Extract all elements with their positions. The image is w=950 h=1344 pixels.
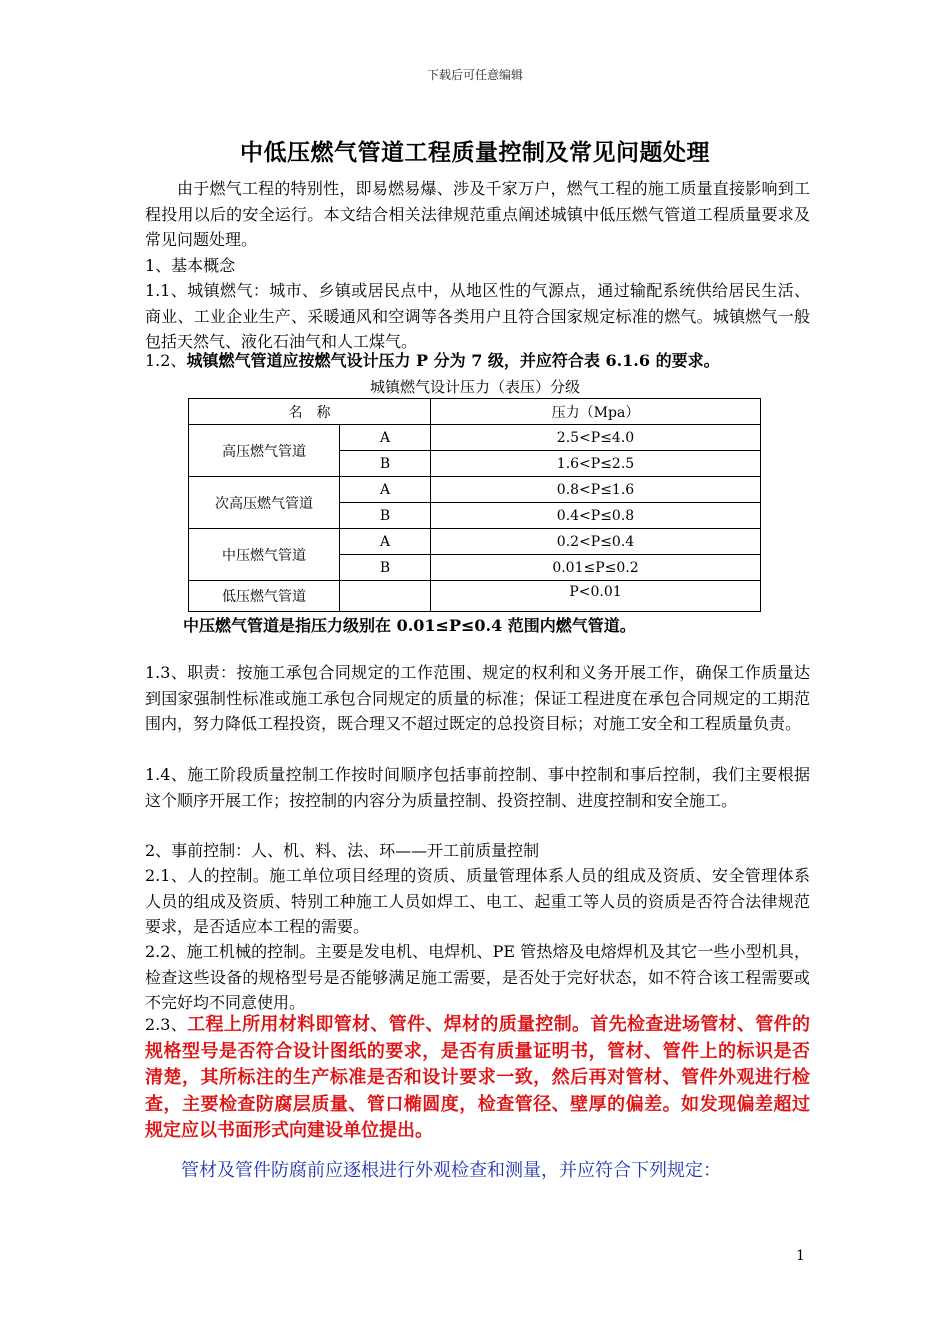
pipe-inspection-paragraph: 管材及管件防腐前应逐根进行外观检查和测量，并应符合下列规定：	[181, 1160, 721, 1181]
pipe-name-cell: 次高压燃气管道	[189, 477, 340, 529]
section-2-heading: 2、事前控制：人、机、料、法、环——开工前质量控制	[145, 841, 540, 860]
grade-cell: A	[340, 529, 431, 555]
section-2-2: 2.2、施工机械的控制。主要是发电机、电焊机、PE 管热熔及电熔焊机及其它一些小型机具，检查这些设备的规格型号是否能够满足施工需要，是否处于完好状态，如不符合该工程需要或不完好均不同意使用。	[145, 942, 810, 1012]
pressure-range-cell: 0.8<P≤1.6	[431, 477, 761, 503]
pressure-range-cell: P<0.01	[431, 581, 761, 612]
page-title: 中低压燃气管道工程质量控制及常见问题处理	[240, 139, 710, 166]
table-row	[189, 581, 761, 612]
header-pressure-cell: 压力（Mpa）	[431, 399, 761, 425]
grade-cell: B	[340, 503, 431, 529]
table-row	[189, 477, 761, 503]
section-1-3: 1.3、职责：按施工承包合同规定的工作范围、规定的权利和义务开展工作，确保工作质量达到国家强制性标准或施工承包合同规定的质量的标准；保证工程进度在承包合同规定的工期范围内，努力降低工程投资，既合理又不超过既定的总投资目标；对施工安全和工程质量负责。	[145, 663, 810, 733]
pressure-range-cell: 0.4<P≤0.8	[431, 503, 761, 529]
pressure-range-cell: 0.01≤P≤0.2	[431, 555, 761, 581]
table-row	[189, 425, 761, 451]
section-2-3-text: 工程上所用材料即管材、管件、焊材的质量控制。首先检查进场管材、管件的规格型号是否符合设计图纸的要求，是否有质量证明书，管材、管件上的标识是否清楚，其所标注的生产标准是否和设计要求一致，然后再对管材、管件外观进行检查，主要检查防腐层质量、管口椭圆度，检查管径、壁厚的偏差。如发现偏差超过规定应以书面形式向建设单位提出。	[145, 1014, 810, 1141]
section-1-1: 1.1、城镇燃气：城市、乡镇或居民点中，从地区性的气源点，通过输配系统供给居民生活、商业、工业企业生产、采暖通风和空调等各类用户且符合国家规定标准的燃气。城镇燃气一般包括天然气、液化石油气和人工煤气。	[145, 281, 810, 351]
pipe-name-cell: 中压燃气管道	[189, 529, 340, 581]
table-caption: 城镇燃气设计压力（表压）分级	[369, 378, 580, 396]
pressure-grade-table	[188, 398, 761, 612]
section-2-3-number: 2.3、	[145, 1015, 188, 1034]
section-1-heading: 1、基本概念	[145, 256, 236, 275]
section-1-2-number: 1.2、	[145, 351, 187, 370]
pipe-name-cell: 高压燃气管道	[189, 425, 340, 477]
grade-cell: B	[340, 555, 431, 581]
page-header: 下载后可任意编辑	[426, 68, 523, 82]
section-2-3	[145, 1012, 810, 1145]
section-2-1: 2.1、人的控制。施工单位项目经理的资质、质量管理体系人员的组成及资质、安全管理体系人员的组成及资质、特别工种施工人员如焊工、电工、起重工等人员的资质是否符合法律规范要求，是否适应本工程的需要。	[145, 866, 810, 936]
section-1-2	[145, 348, 810, 374]
grade-cell: A	[340, 477, 431, 503]
header-name-cell: 名 称	[189, 399, 431, 425]
section-1-4: 1.4、施工阶段质量控制工作按时间顺序包括事前控制、事中控制和事后控制，我们主要根据这个顺序开展工作；按控制的内容分为质量控制、投资控制、进度控制和安全施工。	[145, 765, 810, 810]
page-number: 1	[796, 1248, 805, 1264]
grade-cell-empty	[340, 581, 431, 612]
pressure-range-cell: 1.6<P≤2.5	[431, 451, 761, 477]
table-header-row	[189, 399, 761, 425]
pipe-name-cell: 低压燃气管道	[189, 581, 340, 612]
grade-cell: B	[340, 451, 431, 477]
intro-paragraph: 由于燃气工程的特别性，即易燃易爆、涉及千家万户，燃气工程的施工质量直接影响到工程投用以后的安全运行。本文结合相关法律规范重点阐述城镇中低压燃气管道工程质量要求及常见问题处理。	[145, 179, 810, 249]
pressure-range-cell: 2.5<P≤4.0	[431, 425, 761, 451]
medium-pressure-note: 中压燃气管道是指压力级别在 0.01≤P≤0.4 范围内燃气管道。	[183, 616, 636, 635]
pressure-range-cell: 0.2<P≤0.4	[431, 529, 761, 555]
section-1-2-text: 城镇燃气管道应按燃气设计压力 P 分为 7 级，并应符合表 6.1.6 的要求。	[186, 351, 720, 370]
grade-cell: A	[340, 425, 431, 451]
table-row	[189, 529, 761, 555]
